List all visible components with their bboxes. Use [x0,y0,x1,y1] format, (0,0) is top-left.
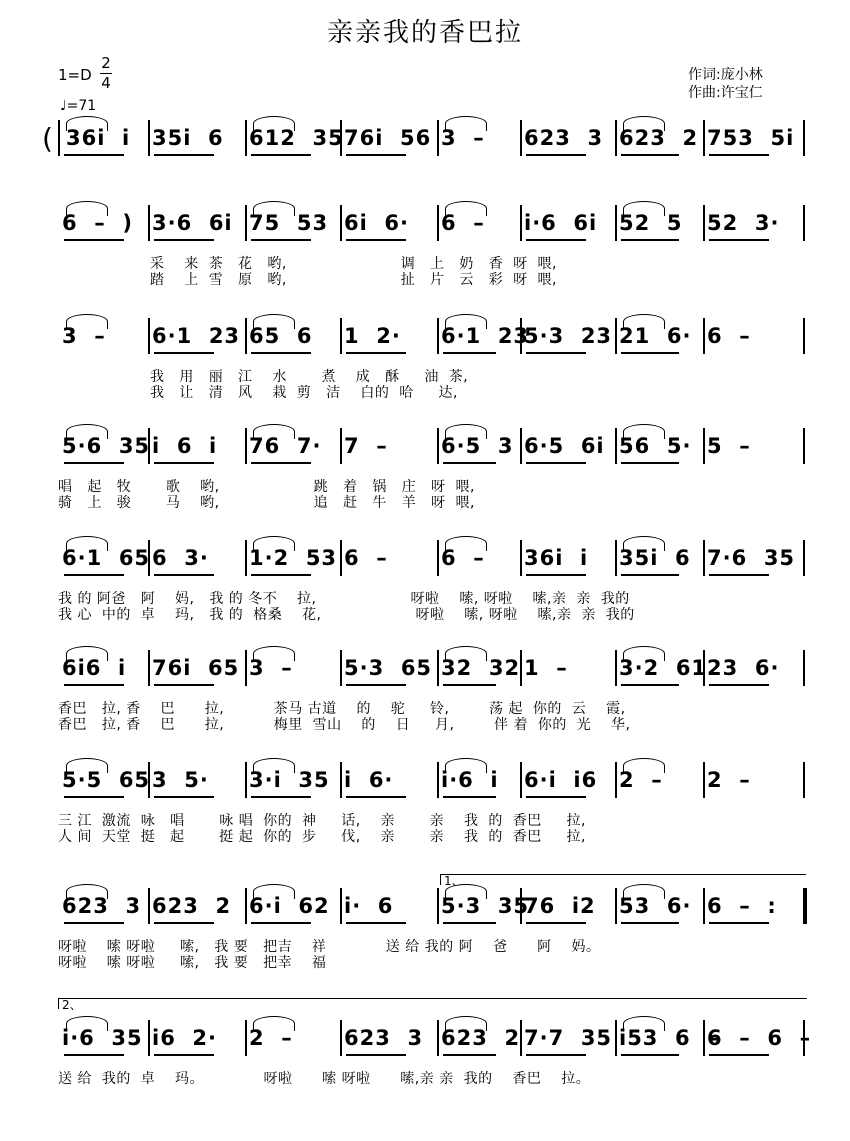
bar-line [803,762,805,798]
measure-notes: 2 – [707,768,751,792]
bar-line [615,650,617,686]
bar-line [615,1020,617,1056]
measure-notes: 6·i 62 [249,894,330,918]
lyrics-line-1: 唱 起 牧 歌 哟, 跳 着 锅 庄 呀 喂, [58,479,475,495]
measure-notes: i·6 i [441,768,499,792]
lyrics-line-1: 送 给 我的 卓 玛。 呀啦 嗦 呀啦 嗦,亲 亲 我的 香巴 拉。 [58,1071,591,1087]
system-5 [0,540,850,640]
bar-line [703,120,705,156]
bar-line [437,318,439,354]
bar-line [520,540,522,576]
bar-line [437,762,439,798]
measure-notes: 6 – [707,324,751,348]
bar-line [703,205,705,241]
measure-notes: 3 5· [152,768,209,792]
measure-notes: 612 35 [249,126,344,150]
system-9 [0,1020,850,1120]
measure-notes: 36i i [66,126,131,150]
bar-line [245,318,247,354]
measure-notes: i 6· [344,768,394,792]
measure-notes: 3·2 61 [619,656,708,680]
bar-line [703,888,705,924]
bar-line [245,428,247,464]
lyrics-line-1: 呀啦 嗦 呀啦 嗦, 我 要 把吉 祥 送 给 我的 阿 爸 阿 妈。 [58,939,601,955]
bar-line [437,205,439,241]
measure-notes: 76 i2 [524,894,596,918]
bar-line [615,318,617,354]
measure-notes: 6 – : [707,894,777,918]
bar-line [437,888,439,924]
bar-line [245,650,247,686]
tempo-mark: ♩=71 [60,98,97,114]
measure-notes: 1 2· [344,324,401,348]
bar-line [437,540,439,576]
measure-notes: 5·3 23 [524,324,613,348]
measure-notes: i6 2· [152,1026,218,1050]
measure-notes: 6 – [441,211,485,235]
system-6 [0,650,850,750]
bar-line [340,762,342,798]
measure-notes: 7 – [344,434,388,458]
measure-notes: 36i i [524,546,589,570]
measure-notes: 623 2 [619,126,699,150]
bar-line [520,1020,522,1056]
lyrics-line-2: 呀啦 嗦 呀啦 嗦, 我 要 把幸 福 [58,955,327,971]
bar-line [703,318,705,354]
bar-line [615,205,617,241]
measure-notes: 3 – [62,324,106,348]
measure-notes: 35i 6 [152,126,224,150]
measure-notes: 7·7 35 [524,1026,613,1050]
measure-notes: i·6 6i [524,211,598,235]
measure-notes: 5·6 35 [62,434,151,458]
bar-line [58,120,60,156]
system-4 [0,428,850,528]
measure-notes: 56 5· [619,434,692,458]
measure-notes: 23 6· [707,656,780,680]
volta-2 [58,998,807,1012]
bar-line [245,888,247,924]
bar-line [803,540,805,576]
measure-notes: 65 6 [249,324,313,348]
bar-line [245,762,247,798]
measure-notes: i·6 35 [62,1026,143,1050]
measure-notes: 76 7· [249,434,322,458]
measure-notes: 6 3· [152,546,209,570]
bar-line [245,1020,247,1056]
measure-notes: 623 2 [441,1026,521,1050]
meter-top: 2 [101,54,111,72]
measure-notes: i53 6 – [619,1026,719,1050]
measure-notes: 6i6 i [62,656,127,680]
measure-notes: 6·1 65 [62,546,151,570]
measure-notes: 6·i i6 [524,768,598,792]
bar-line [437,650,439,686]
measure-notes: 76i 56 [344,126,432,150]
measure-notes: 5·3 35 [441,894,530,918]
lyrics-line-2: 人 间 天堂 挺 起 挺 起 你的 步 伐, 亲 亲 我 的 香巴 拉, [58,829,586,845]
system-7 [0,762,850,862]
time-signature [100,54,112,93]
measure-notes: i 6 i [152,434,218,458]
bar-line [520,120,522,156]
bar-line [803,888,807,924]
measure-notes: 6i 6· [344,211,410,235]
system-8 [0,888,850,988]
bar-line [703,428,705,464]
measure-notes: 623 3 [62,894,142,918]
measure-notes: 5 – [707,434,751,458]
measure-notes: 753 5i [707,126,795,150]
volta-2-label: 2、 [62,998,82,1012]
measure-notes: 3·i 35 [249,768,330,792]
bar-line [148,120,150,156]
bar-line [703,762,705,798]
bar-line [340,1020,342,1056]
measure-notes: 3 – [441,126,485,150]
bar-line [615,888,617,924]
bar-line [703,540,705,576]
measure-notes: 5·5 65 [62,768,151,792]
measure-notes: 2 – [619,768,663,792]
measure-notes: 1 – [524,656,568,680]
lyrics-line-1: 采 来 茶 花 哟, 调 上 奶 香 呀 喂, [150,256,558,272]
lyrics-line-1: 我 用 丽 江 水 煮 成 酥 油 茶, [150,369,469,385]
bar-line [437,120,439,156]
lyricist-credit: 作词:庞小林 [688,67,763,83]
measure-notes: 6·5 3 [441,434,514,458]
measure-notes: i· 6 [344,894,394,918]
bar-line [520,762,522,798]
page-title: 亲亲我的香巴拉 [326,18,523,48]
lyrics-line-2: 我 让 清 风 栽 剪 洁 白的 哈 达, [150,385,459,401]
lyrics-line-1: 香巴 拉, 香 巴 拉, 茶马 古道 的 驼 铃, 荡 起 你的 云 霞, [58,701,626,717]
measure-notes: 35i 6 [619,546,691,570]
lyrics-line-1: 三 江 激流 咏 唱 咏 唱 你的 神 话, 亲 亲 我 的 香巴 拉, [58,813,586,829]
bar-line [520,428,522,464]
bar-line [803,650,805,686]
bar-line [615,540,617,576]
measure-notes: 21 6· [619,324,692,348]
bar-line [520,650,522,686]
bar-line [148,650,150,686]
measure-notes: 32 32 [441,656,521,680]
measure-notes: 2 – [249,1026,293,1050]
bar-line [148,888,150,924]
measure-notes: 623 3 [524,126,604,150]
repeat-paren: ( [42,122,53,155]
bar-line [803,318,805,354]
measure-notes: 7·6 35 [707,546,796,570]
measure-notes: 5·3 65 [344,656,433,680]
bar-line [340,318,342,354]
system-2 [0,205,850,305]
volta-1 [440,874,806,888]
bar-line [245,540,247,576]
bar-line [803,120,805,156]
bar-line [148,318,150,354]
bar-line [340,428,342,464]
bar-line [340,650,342,686]
measure-notes: 623 2 [152,894,232,918]
measure-notes: 6 – [441,546,485,570]
bar-line [615,428,617,464]
measure-notes: 6 – 6 – [707,1026,812,1050]
measure-notes: 3 – [249,656,293,680]
bar-line [245,205,247,241]
bar-line [437,1020,439,1056]
bar-line [803,428,805,464]
bar-line [437,428,439,464]
bar-line [340,205,342,241]
lyrics-line-2: 香巴 拉, 香 巴 拉, 梅里 雪山 的 日 月, 伴 着 你的 光 华, [58,717,631,733]
measure-notes: 6·1 23 [441,324,530,348]
measure-notes: 1·2 53 [249,546,338,570]
measure-notes: 623 3 [344,1026,424,1050]
key-signature: 1=D [58,66,92,84]
bar-line [803,205,805,241]
bar-line [245,120,247,156]
lyrics-line-2: 骑 上 骏 马 哟, 追 赶 牛 羊 呀 喂, [58,495,475,511]
measure-notes: 6 – ) [62,211,133,235]
lyrics-line-2: 踏 上 雪 原 哟, 扯 片 云 彩 呀 喂, [150,272,558,288]
lyrics-line-2: 我 心 中的 卓 玛, 我 的 格桑 花, 呀啦 嗦, 呀啦 嗦,亲 亲 我的 [58,607,635,623]
measure-notes: 53 6· [619,894,692,918]
measure-notes: 76i 65 [152,656,240,680]
volta-1-label: 1、 [444,874,464,888]
bar-line [148,205,150,241]
measure-notes: 3·6 6i [152,211,233,235]
measure-notes: 6·5 6i [524,434,605,458]
measure-notes: 6 – [344,546,388,570]
lyrics-line-1: 我 的 阿爸 阿 妈, 我 的 冬不 拉, 呀啦 嗦, 呀啦 嗦,亲 亲 我的 [58,591,630,607]
bar-line [340,888,342,924]
measure-notes: 75 53 [249,211,329,235]
bar-line [615,120,617,156]
meter-bottom: 4 [101,74,111,92]
measure-notes: 6·1 23 [152,324,241,348]
composer-credit: 作曲:许宝仁 [688,85,763,101]
measure-notes: 52 5 [619,211,683,235]
measure-notes: 52 3· [707,211,780,235]
bar-line [520,205,522,241]
bar-line [148,1020,150,1056]
system-3 [0,318,850,418]
bar-line [340,540,342,576]
bar-line [615,762,617,798]
